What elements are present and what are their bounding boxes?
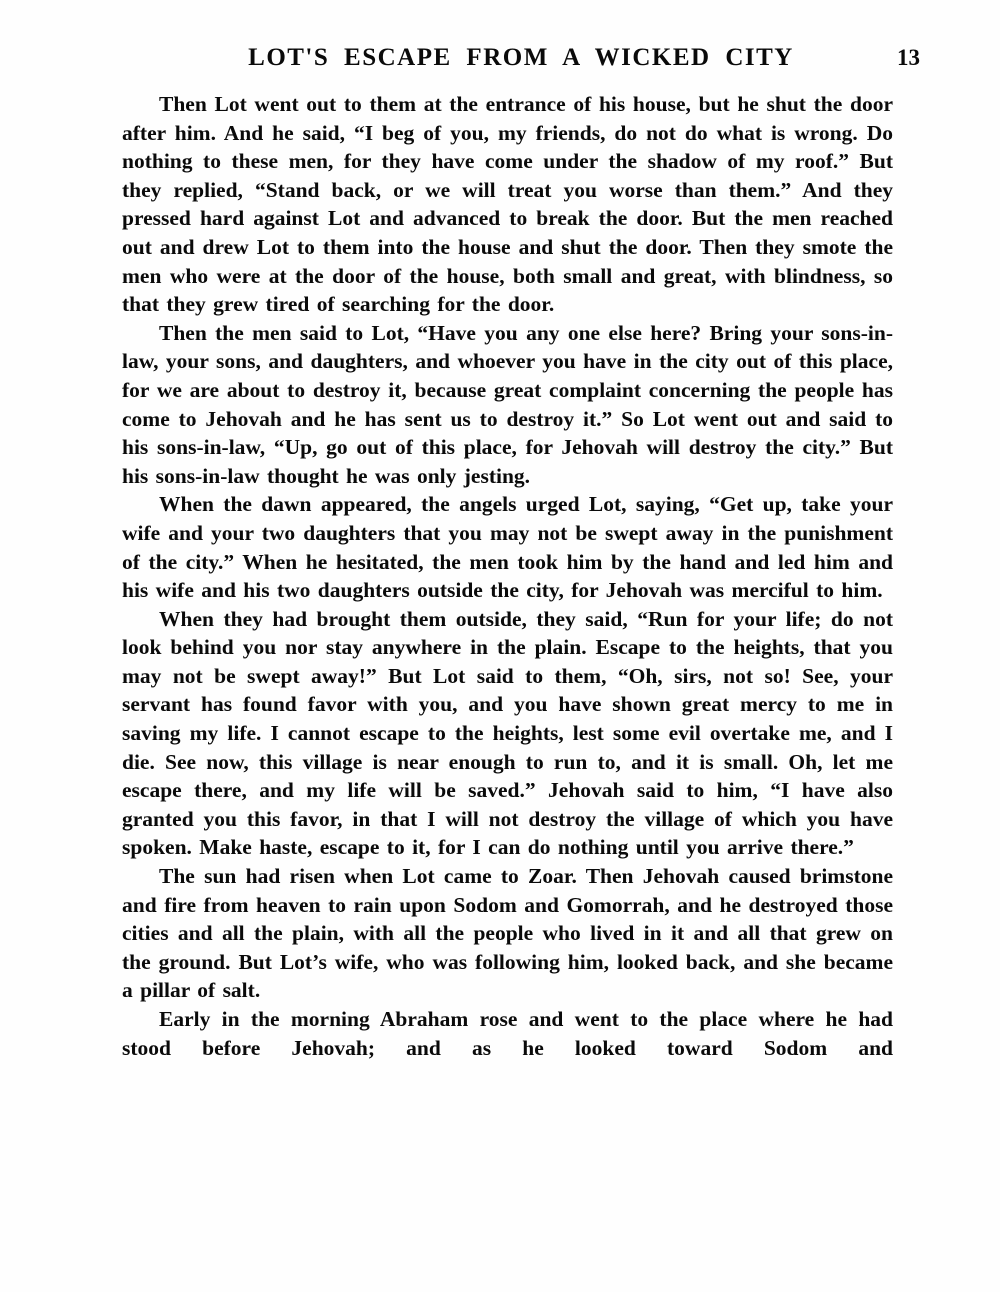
paragraph: Early in the morning Abraham rose and went to the place where he had stood before Jehovah; and as he looked toward Sodom and bbox=[122, 1007, 893, 1060]
page-number: 13 bbox=[897, 45, 920, 70]
page-header bbox=[122, 44, 920, 78]
body-text bbox=[122, 90, 893, 1062]
paragraph: When they had brought them outside, they said, “Run for your life; do not look behind you nor stay anywhere in the plain. Escape to the heights, that you may not be swept away!” But Lot said to them, “Oh, sirs, not so! See, your servant has found favor with you, and you have shown great mercy to me in saving my life. I cannot escape to the heights, lest some evil overtake me, and I die. See now, this village is near enough to run to, and it is small. Oh, let me escape there, and my life will be saved.” Jehovah said to him, “I have also granted you this favor, in that I will not destroy the village of which you have spoken. Make haste, escape to it, for I can do nothing until you arrive there.” bbox=[122, 606, 893, 860]
chapter-title: LOT'S ESCAPE FROM A WICKED CITY bbox=[248, 44, 794, 71]
paragraph: The sun had risen when Lot came to Zoar. Then Jehovah caused brimstone and fire from heaven to rain upon Sodom and Gomorrah, and he destroyed those cities and all the plain, with all the people who lived in it and all that grew on the ground. But Lot’s wife, who was following him, looked back, and she became a pillar of salt. bbox=[122, 864, 893, 1003]
paragraph: When the dawn appeared, the angels urged Lot, saying, “Get up, take your wife and your two daughters that you may not be swept away in the punishment of the city.” When he hesitated, the men took him by the hand and led him and his wife and his two daughters outside the city, for Jehovah was merciful to him. bbox=[122, 492, 893, 603]
paragraph: Then Lot went out to them at the entrance of his house, but he shut the door after him. And he said, “I beg of you, my friends, do not do what is wrong. Do nothing to these men, for they have come under the shadow of my roof.” But they replied, “Stand back, or we will treat you worse than them.” And they pressed hard against Lot and advanced to break the door. But the men reached out and drew Lot to them into the house and shut the door. Then they smote the men who were at the door of the house, both small and great, with blindness, so that they grew tired of searching for the door. bbox=[122, 92, 893, 317]
paragraph: Then the men said to Lot, “Have you any one else here? Bring your sons-in-law, your sons, and daughters, and whoever you have in the city out of this place, for we are about to destroy it, because great complaint concerning the people has come to Jehovah and he has sent us to destroy it.” So Lot went out and said to his sons-in-law, “Up, go out of this place, for Jehovah will destroy the city.” But his sons-in-law thought he was only jesting. bbox=[122, 320, 893, 488]
